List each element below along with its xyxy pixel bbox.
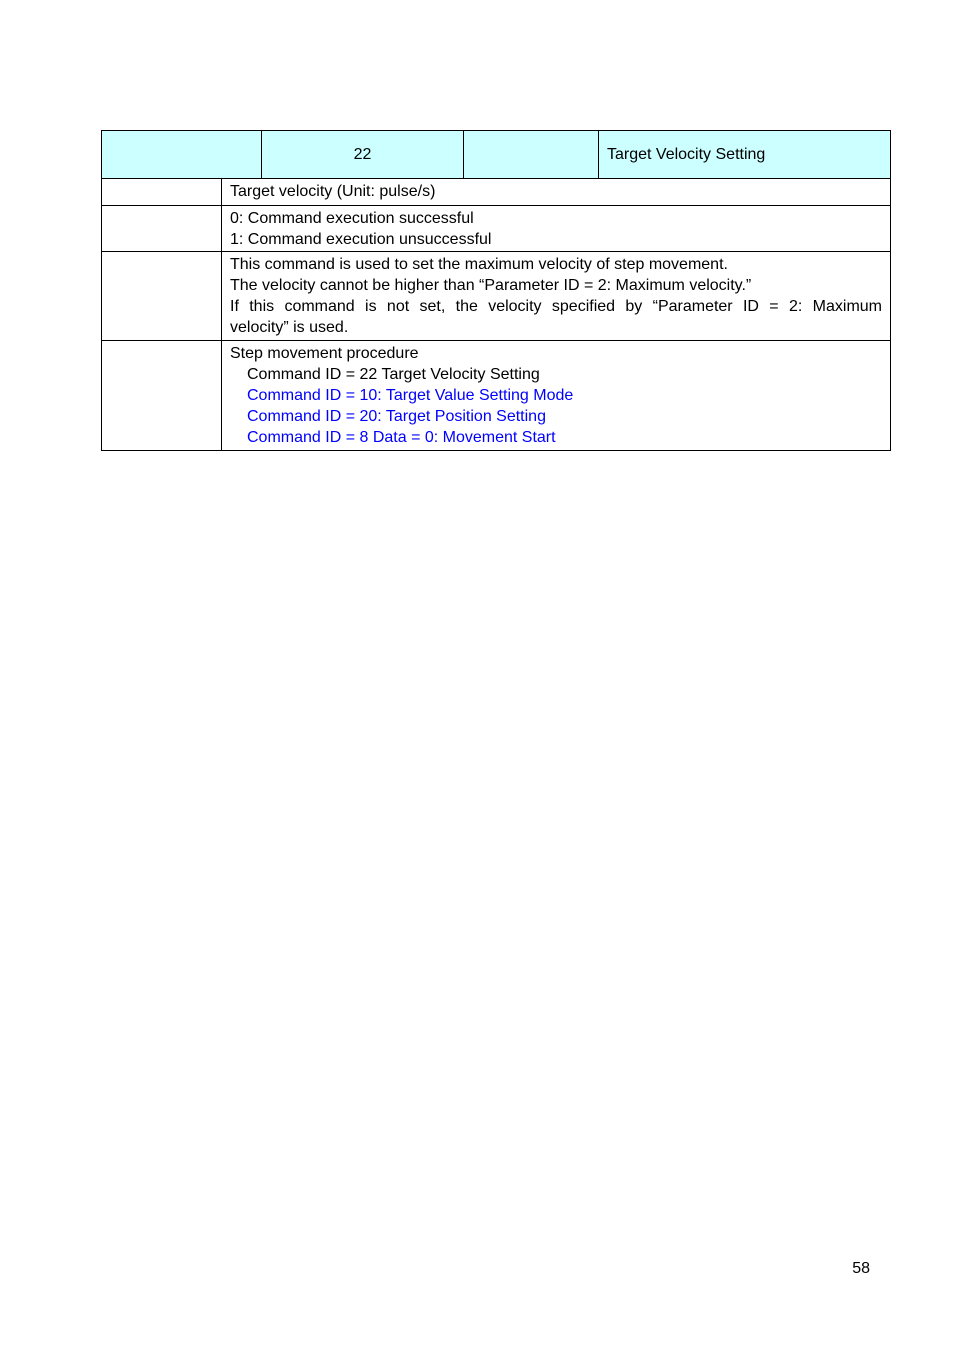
example-step-3-link[interactable]: Command ID = 20: Target Position Setting bbox=[247, 408, 546, 425]
example-title: Step movement procedure bbox=[230, 345, 419, 362]
example-row bbox=[101, 341, 891, 451]
example-value-cell bbox=[222, 341, 890, 448]
response-label-cell bbox=[102, 206, 222, 251]
example-step-4-link[interactable]: Command ID = 8 Data = 0: Movement Start bbox=[247, 429, 556, 446]
page-number: 58 bbox=[852, 1260, 870, 1277]
response-line-success: 0: Command execution successful bbox=[230, 210, 474, 227]
description-row bbox=[101, 252, 891, 341]
data-row bbox=[101, 179, 891, 206]
example-label-cell bbox=[102, 341, 222, 450]
command-id-cell: 22 bbox=[262, 131, 464, 178]
response-value-cell bbox=[222, 206, 890, 250]
data-value-cell bbox=[222, 179, 890, 202]
description-label-cell bbox=[102, 252, 222, 340]
example-step-2-link[interactable]: Command ID = 10: Target Value Setting Mode bbox=[247, 387, 574, 404]
description-line-4: velocity” is used. bbox=[230, 319, 349, 336]
command-header-row bbox=[101, 130, 891, 179]
description-line-2: The velocity cannot be higher than “Parameter ID = 2: Maximum velocity.” bbox=[230, 277, 752, 294]
command-name-cell: Target Velocity Setting bbox=[607, 146, 766, 163]
header-blank-cell-2 bbox=[464, 131, 599, 178]
response-line-failure: 1: Command execution unsuccessful bbox=[230, 231, 492, 248]
description-line-1: This command is used to set the maximum velocity of step movement. bbox=[230, 256, 728, 273]
description-value-cell bbox=[222, 252, 890, 338]
description-line-3: If this command is not set, the velocity specified by “Parameter ID = 2: Maximum bbox=[230, 298, 882, 315]
data-text: Target velocity (Unit: pulse/s) bbox=[230, 183, 436, 200]
example-step-1: Command ID = 22 Target Velocity Setting bbox=[247, 366, 540, 383]
response-row bbox=[101, 206, 891, 252]
data-label-cell bbox=[102, 179, 222, 205]
header-blank-cell bbox=[102, 131, 262, 178]
